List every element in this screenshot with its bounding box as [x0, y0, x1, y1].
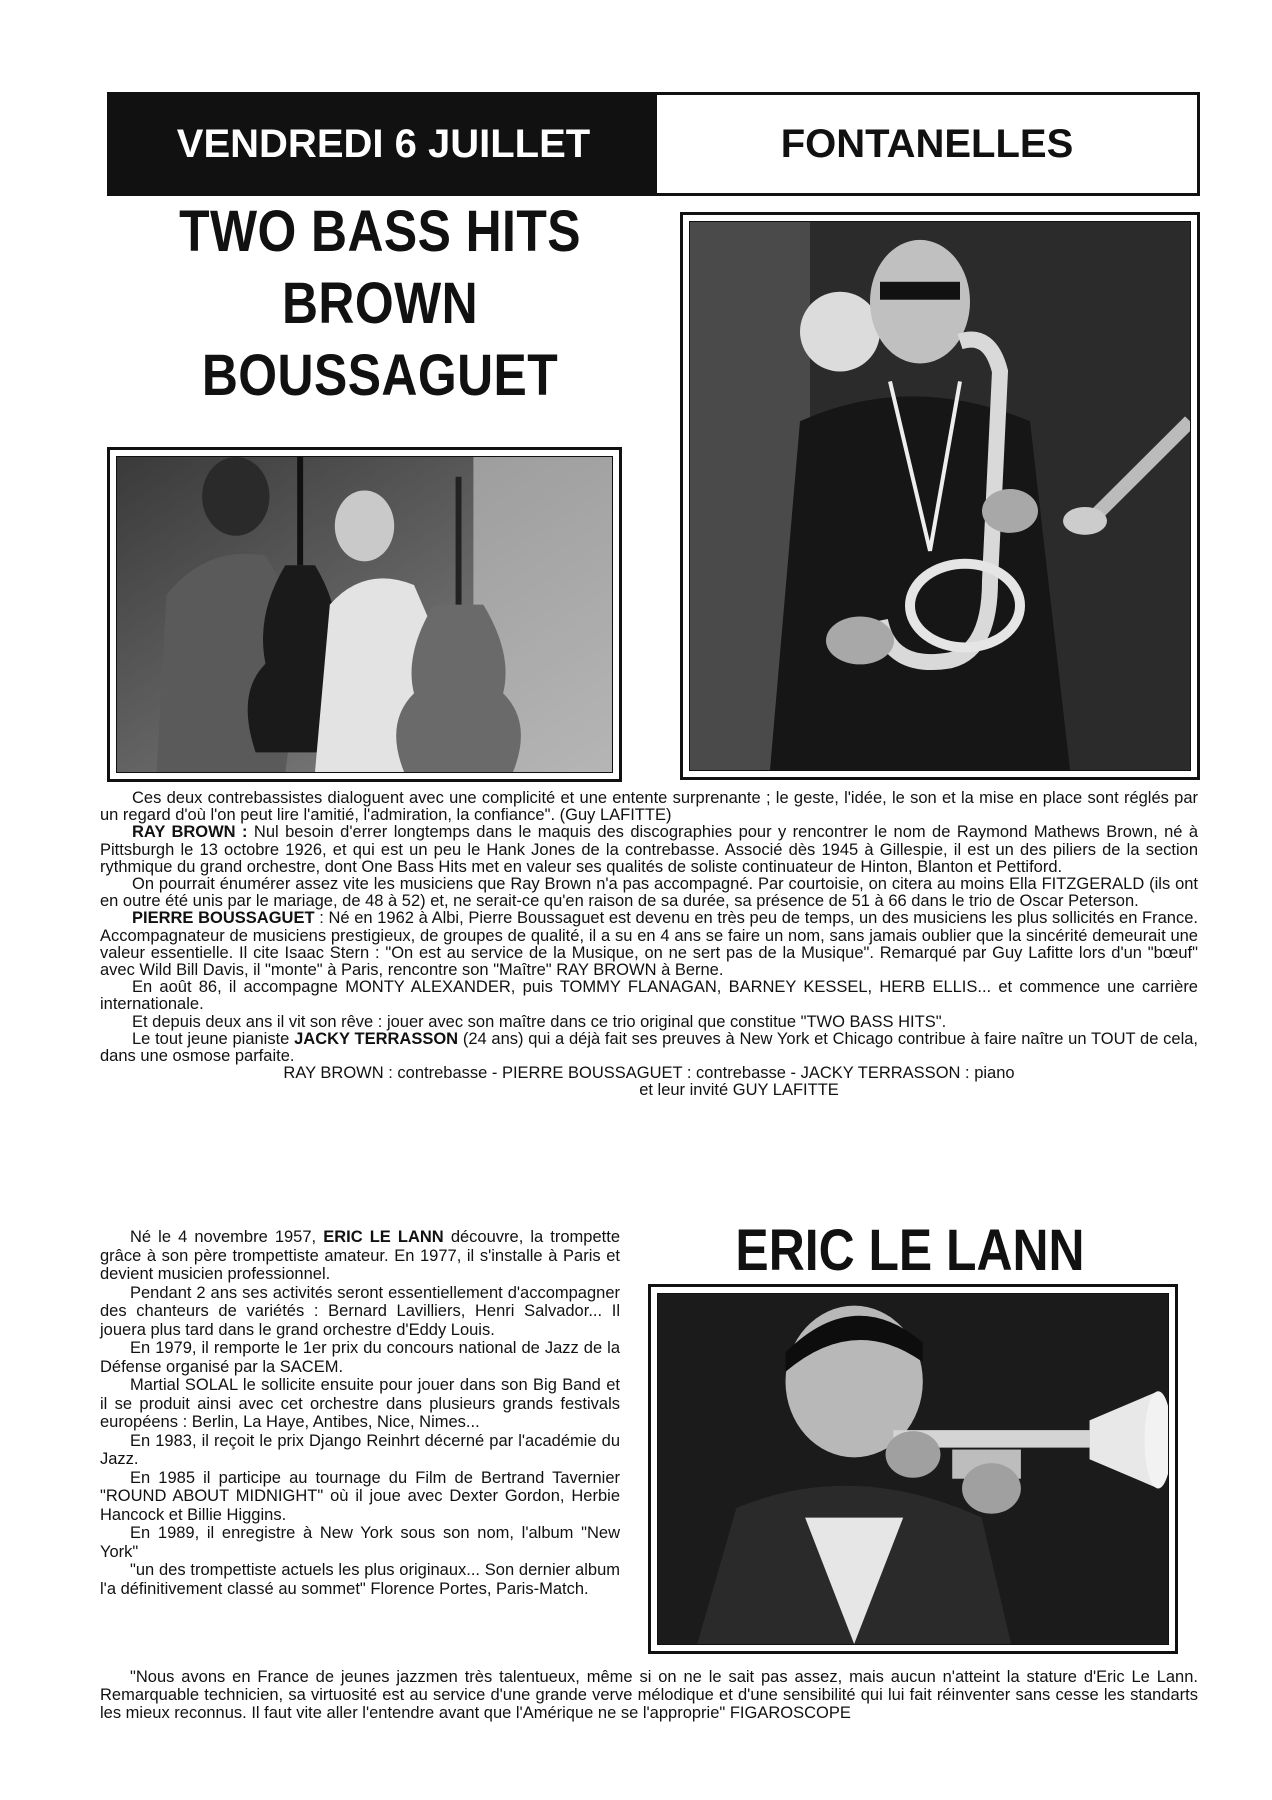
jacky-terrasson-bio: (24 ans) qui a déjà fait ses preuves à New York et Chicago contribue à faire naître un TOUT de cela, dans une osmose parfaite.	[100, 1029, 1198, 1066]
ray-brown-paragraph-2: On pourrait énumérer assez vite les musiciens que Ray Brown n'a pas accompagné. Par courtoisie, on citera au moins Ella FITZGERALD (ils ont en outre été unis par le mariage, de 48 à 52) et, ne serait-ce qu'en raison de sa durée, sa présence de 51 à 66 dans le trio de Oscar Peterson.	[100, 875, 1198, 911]
eric-paragraph-5: En 1983, il reçoit le prix Django Reinhrt décerné par l'académie du Jazz.	[100, 1431, 620, 1468]
ray-brown-name: RAY BROWN :	[132, 823, 248, 842]
eric-paragraph-6: En 1985 il participe au tournage du Film de Bertrand Tavernier "ROUND ABOUT MIDNIGHT" où il joue avec Dexter Gordon, Herbie Hancock et Billie Higgins.	[100, 1468, 620, 1524]
article-intro: Ces deux contrebassistes dialoguent avec une complicité et une entente surprenante ; le geste, l'idée, le son et la mise en place sont réglés par un regard d'où l'on peut lire l'amitié, l'admiration, la confiance". (Guy LAFITTE)	[100, 789, 1198, 825]
jacky-terrasson-name: JACKY TERRASSON	[294, 1029, 459, 1048]
pierre-boussaguet-paragraph-3: Et depuis deux ans il vit son rêve : jouer avec son maître dans ce trio original que constitue "TWO BASS HITS".	[132, 1012, 947, 1031]
eric-le-lann-name: ERIC LE LANN	[323, 1228, 444, 1246]
band-title-line1: TWO BASS HITS	[179, 199, 581, 264]
saxophonist-image	[690, 222, 1190, 770]
two-bassists-image	[117, 457, 612, 772]
figaroscope-quote	[100, 1668, 1198, 1722]
ray-brown-paragraph	[100, 824, 1198, 876]
jacky-intro: Le tout jeune pianiste	[132, 1029, 295, 1048]
band-title	[156, 196, 603, 412]
two-bassists-photo	[107, 447, 622, 782]
eric-paragraph-3: En 1979, il remporte le 1er prix du concours national de Jazz de la Défense organisé par la SACEM.	[100, 1339, 620, 1376]
event-header	[107, 92, 1200, 196]
pierre-boussaguet-bio: : Né en 1962 à Albi, Pierre Boussaguet est devenu en très peu de temps, un des musiciens les plus sollicités en France. Accompagnateur de musiciens prestigieux, de groupes de qualité, il a su en 4 ans se faire un nom, sans jamais oublier que la sincérité demeurait une valeur essentielle. Il cite Isaac Stern : "On est au service de la Musique, on ne sert pas de la Musique". Remarqué par Guy Lafitte lors d'un "bœuf" avec Wild Bill Davis, il "monte" à Paris, rencontre son "Maître" RAY BROWN à Berne.	[100, 909, 1198, 980]
event-venue: FONTANELLES	[657, 95, 1197, 193]
eric-paragraph-8: "un des trompettiste actuels les plus originaux... Son dernier album l'a définitivement classé au sommet" Florence Portes, Paris-Match.	[100, 1561, 620, 1598]
eric-paragraph-4: Martial SOLAL le sollicite ensuite pour jouer dans son Big Band et il se produit ainsi avec cet orchestre dans plusieurs grands festivals européens : Berlin, La Haye, Antibes, Nice, Nimes...	[100, 1376, 620, 1431]
eric-paragraph-1	[100, 1228, 620, 1284]
eric-p1-text: découvre, la trompette grâce à son père trompettiste amateur. En 1977, il s'installe à Paris et devient musicien professionnel.	[100, 1228, 620, 1283]
eric-le-lann-bio	[100, 1228, 620, 1598]
eric-le-lann-title: ERIC LE LANN	[735, 1218, 1085, 1283]
eric-p1-pre: Né le 4 novembre 1957,	[130, 1228, 324, 1246]
two-bass-hits-article	[100, 790, 1198, 1100]
pierre-boussaguet-paragraph	[100, 910, 1198, 979]
figaroscope-quote-text: "Nous avons en France de jeunes jazzmen très talentueux, même si on ne le sait pas assez, mais aucun n'atteint la stature d'Eric Le Lann. Remarquable technicien, sa virtuosité est au service d'une grande verve mélodique et d'une sensibilité qui lui fait réinventer sans cesse les standarts les mieux reconnus. Il faut vite aller l'entendre avant que l'Amérique ne se l'approprie" FIGAROSCOPE	[100, 1668, 1198, 1722]
event-date: VENDREDI 6 JUILLET	[110, 95, 657, 193]
ray-brown-bio: Nul besoin d'errer longtemps dans le maquis des discographies pour y rencontrer le nom de Raymond Mathews Brown, né à Pittsburgh le 13 octobre 1926, et qui est un peu le Hank Jones de la contrebasse. Associé dès 1945 à Gillespie, il est un des piliers de la section rythmique du grand orchestre, dont One Bass Hits met en valeur ses qualités de soliste continuateur de Hinton, Blanton et Pettiford.	[100, 823, 1199, 876]
pierre-boussaguet-name: PIERRE BOUSSAGUET	[132, 909, 315, 928]
eric-paragraph-7: En 1989, il enregistre à New York sous son nom, l'album "New York"	[100, 1524, 620, 1561]
lineup-credits: RAY BROWN : contrebasse - PIERRE BOUSSAGUET : contrebasse - JACKY TERRASSON : piano	[283, 1064, 1015, 1083]
pierre-boussaguet-paragraph-2: En août 86, il accompagne MONTY ALEXANDER, puis TOMMY FLANAGAN, BARNEY KESSEL, HERB ELLIS... et commence une carrière internationale.	[100, 978, 1198, 1014]
band-title-line3: BOUSSAGUET	[201, 343, 559, 408]
guest-credits: et leur invité GUY LAFITTE	[639, 1081, 839, 1100]
trumpeter-image	[658, 1294, 1168, 1644]
band-title-line2: BROWN	[281, 271, 479, 336]
jacky-terrasson-paragraph	[100, 1031, 1198, 1065]
eric-paragraph-2: Pendant 2 ans ses activités seront essentiellement d'accompagner des chanteurs de variétés : Bernard Lavilliers, Henri Salvador... Il jouera plus tard dans le grand orchestre d'Eddy Louis.	[100, 1283, 620, 1339]
saxophonist-photo	[680, 212, 1200, 780]
trumpeter-photo	[648, 1284, 1178, 1654]
